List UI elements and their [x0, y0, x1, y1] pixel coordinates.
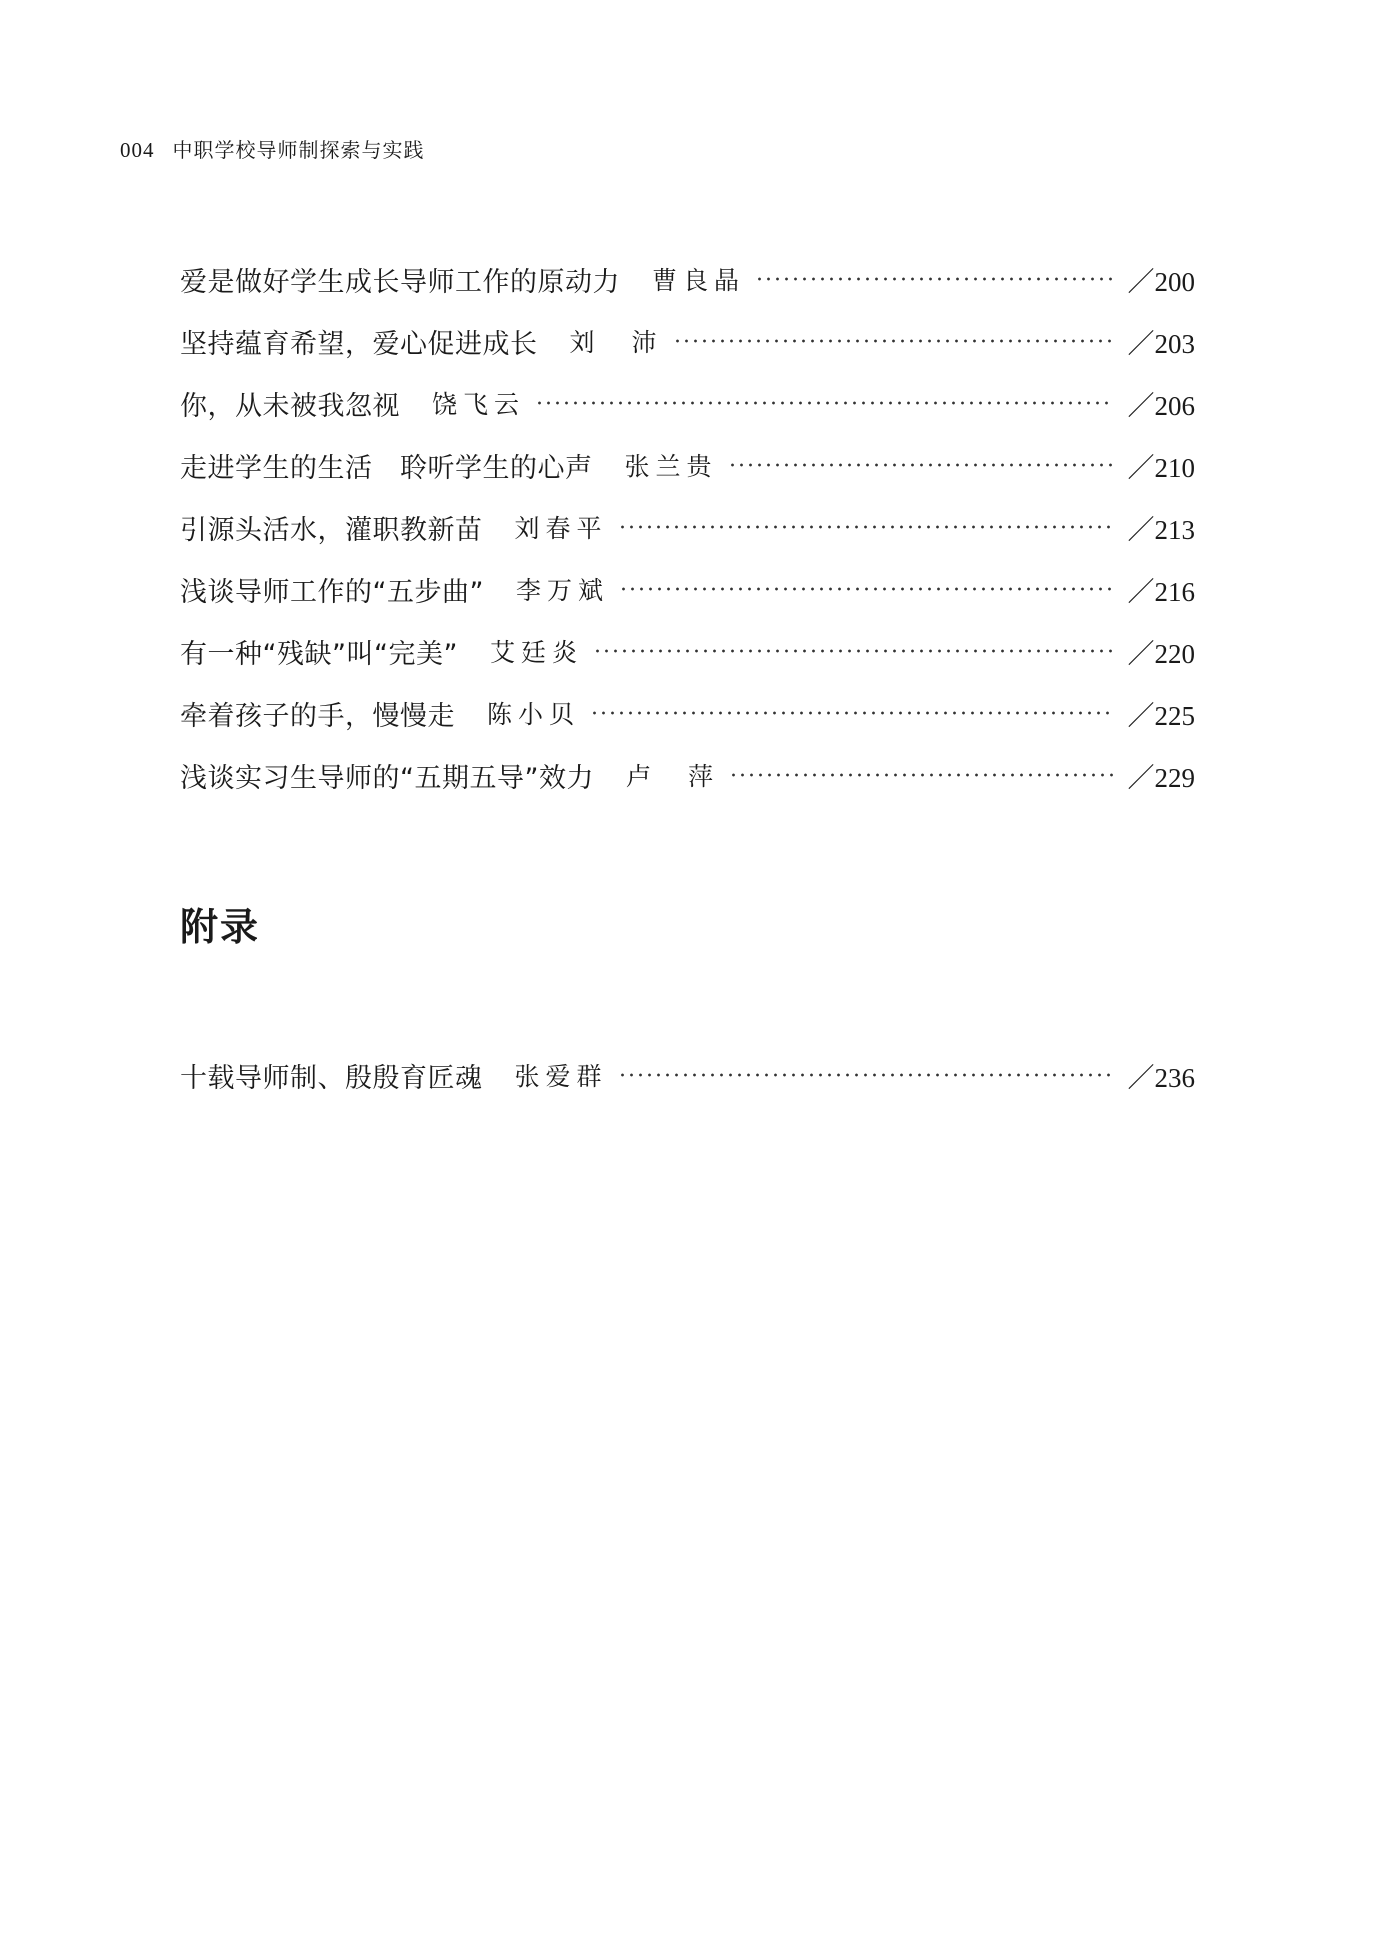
- toc-entry-title: 走进学生的生活 聆听学生的心声: [180, 452, 593, 484]
- table-of-contents: [180, 248, 1195, 806]
- toc-entry-author: 卢 萍: [625, 762, 719, 791]
- running-head: [120, 134, 425, 163]
- dot-leader: [619, 587, 1114, 591]
- toc-entry-title: 浅谈导师工作的“五步曲”: [180, 576, 484, 608]
- toc-entry-author: 刘 沛: [569, 328, 663, 357]
- toc-entry[interactable]: [180, 558, 1195, 620]
- toc-entry[interactable]: [180, 372, 1195, 434]
- toc-entry-page: ／200: [1127, 266, 1195, 297]
- toc-entry-author: 张兰贵: [624, 452, 718, 481]
- dot-leader: [618, 1073, 1114, 1077]
- toc-entry[interactable]: [180, 496, 1195, 558]
- toc-entry[interactable]: [180, 434, 1195, 496]
- toc-entry-page: ／220: [1127, 638, 1195, 669]
- toc-entry-title: 爱是做好学生成长导师工作的原动力: [180, 266, 620, 298]
- toc-entry[interactable]: [180, 620, 1195, 682]
- toc-entry-author: 刘春平: [514, 514, 608, 543]
- toc-entry-page: ／213: [1127, 514, 1195, 545]
- toc-entry-title: 浅谈实习生导师的“五期五导”效力: [180, 762, 594, 794]
- toc-entry-page: ／203: [1127, 328, 1195, 359]
- page-number: 004: [120, 138, 155, 162]
- toc-entry-page: ／225: [1127, 700, 1195, 731]
- toc-entry-author: 艾廷炎: [489, 638, 583, 667]
- toc-entry-author: 饶飞云: [432, 390, 526, 419]
- appendix-contents: [180, 1044, 1195, 1106]
- toc-entry-page: ／236: [1127, 1062, 1195, 1093]
- dot-leader: [755, 277, 1113, 281]
- toc-entry[interactable]: [180, 310, 1195, 372]
- toc-entry[interactable]: [180, 682, 1195, 744]
- toc-entry-page: ／216: [1127, 576, 1195, 607]
- toc-entry-page: ／229: [1127, 762, 1195, 793]
- appendix-heading: 附录: [180, 905, 261, 949]
- toc-entry-page: ／206: [1127, 390, 1195, 421]
- toc-entry-title: 你，从未被我忽视: [180, 390, 400, 422]
- dot-leader: [673, 339, 1114, 343]
- dot-leader: [590, 711, 1113, 715]
- toc-entry-title: 引源头活水，灌职教新苗: [180, 514, 483, 546]
- toc-entry-author: 陈小贝: [487, 700, 581, 729]
- toc-entry[interactable]: [180, 248, 1195, 310]
- toc-entry-author: 李万斌: [515, 576, 609, 605]
- toc-entry-title: 牵着孩子的手，慢慢走: [180, 700, 455, 732]
- dot-leader: [729, 773, 1114, 777]
- toc-entry-author: 张爱群: [514, 1062, 608, 1091]
- toc-entry-title: 有一种“残缺”叫“完美”: [180, 638, 458, 670]
- toc-entry-title: 坚持蕴育希望，爱心促进成长: [180, 328, 538, 360]
- toc-entry-page: ／210: [1127, 452, 1195, 483]
- dot-leader: [593, 649, 1114, 653]
- toc-entry-title: 十载导师制、殷殷育匠魂: [180, 1062, 483, 1094]
- toc-entry[interactable]: [180, 744, 1195, 806]
- book-title: 中职学校导师制探索与实践: [172, 138, 425, 162]
- dot-leader: [728, 463, 1114, 467]
- toc-entry-author: 曹良晶: [652, 266, 746, 295]
- toc-entry[interactable]: [180, 1044, 1195, 1106]
- dot-leader: [618, 525, 1114, 529]
- dot-leader: [535, 401, 1113, 405]
